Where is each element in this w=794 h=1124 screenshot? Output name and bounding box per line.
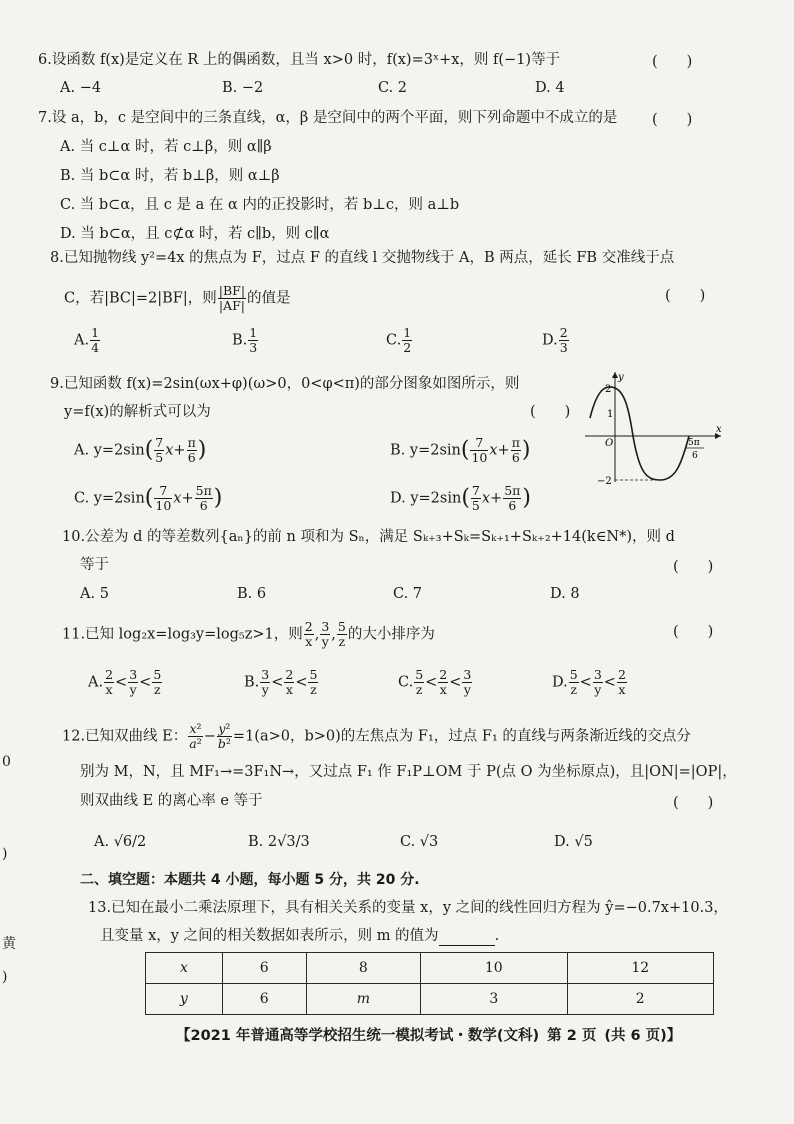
margin-mark: ) — [2, 846, 8, 862]
q10-option-d: D. 8 — [550, 586, 580, 602]
graph-tick-x-num: 5π — [688, 438, 700, 448]
graph-tick-minus2: −2 — [597, 476, 612, 485]
q11-option-b: B. $\frac{3}{y}$ < $\frac{2}{x}$ < $\frac{5}{z}$ — [244, 667, 318, 697]
table-cell: 8 — [306, 953, 420, 984]
q8-option-d: D. $\frac{2}{3}$ — [542, 325, 568, 355]
q10-option-a: A. 5 — [80, 586, 109, 602]
graph-tick-x-den: 6 — [692, 451, 698, 461]
graph-origin: O — [605, 438, 614, 449]
table-cell: 12 — [567, 953, 714, 984]
table-cell: 2 — [567, 984, 714, 1015]
table-row-x — [146, 953, 714, 984]
q9-option-b: B. y=2sin( $\frac{7}{10}$ x+ $\frac{\pi}{6}$ ) — [390, 435, 531, 465]
q11-option-d: D. $\frac{5}{z}$ < $\frac{3}{y}$ < $\frac{2}{x}$ — [552, 667, 626, 697]
q11-stem: 11.已知 log₂x=log₃y=log₅z>1，则 $\frac{2}{x}$ , $\frac{3}{y}$ , $\frac{5}{z}$ 的大小排序为 — [62, 619, 435, 649]
table-cell: 6 — [222, 984, 306, 1015]
q12-option-d: D. √5 — [554, 834, 593, 850]
q8-option-c: C. $\frac{1}{2}$ — [386, 325, 412, 355]
q13-answer-blank[interactable] — [439, 931, 495, 946]
q6-answer-paren: ( ) — [652, 54, 693, 70]
table-cell: x — [146, 953, 223, 984]
q9-option-d: D. y=2sin( $\frac{7}{5}$ x+ $\frac{5\pi}{6}$ ) — [390, 483, 531, 513]
q12-option-c: C. √3 — [400, 834, 439, 850]
graph-tick-2: 2 — [605, 384, 612, 395]
q6-stem: 6.设函数 f(x)是定义在 R 上的偶函数，且当 x>0 时，f(x)=3ˣ+x，则 f(−1)等于 — [38, 52, 561, 68]
q12-option-a: A. √6/2 — [94, 834, 147, 850]
table-cell: y — [146, 984, 223, 1015]
q13-data-table — [145, 952, 714, 1015]
q7-stem: 7.设 a，b，c 是空间中的三条直线，α，β 是空间中的两个平面，则下列命题中不成立的是 — [38, 110, 618, 126]
margin-mark: ) — [2, 969, 8, 985]
q12-answer-paren: ( ) — [673, 795, 714, 811]
q11-answer-paren: ( ) — [673, 624, 714, 640]
table-cell: m — [306, 984, 420, 1015]
q10-option-c: C. 7 — [393, 586, 423, 602]
graph-sine-curve — [590, 387, 689, 480]
q12-stem-line3: 则双曲线 E 的离心率 e 等于 — [80, 793, 263, 809]
q13-stem-line2: 且变量 x，y 之间的相关数据如表所示，则 m 的值为 . — [100, 928, 500, 944]
q12-stem-line1: 12.已知双曲线 E： $\frac{\text{x²}}{\text{a²}}$ − $\frac{\text{y²}}{\text{b²}}$ =1(a>0，b>0)的左焦点为 F₁，过点 F₁ 的直线与两条渐近线的交点分 — [62, 721, 691, 751]
q6-option-b: B. −2 — [222, 80, 264, 96]
q8-answer-paren: ( ) — [665, 288, 706, 304]
q6-option-a: A. −4 — [60, 80, 102, 96]
q7-option-b: B. 当 b⊂α 时，若 b⊥β，则 α⊥β — [60, 168, 280, 184]
q9-option-c: C. y=2sin( $\frac{7}{10}$ x+ $\frac{5\pi}{6}$ ) — [74, 483, 223, 513]
q9-option-a: A. y=2sin( $\frac{7}{5}$ x+ $\frac{\pi}{6}$ ) — [74, 435, 207, 465]
graph-x-label: x — [716, 424, 722, 435]
section-fill-in-heading: 二、填空题：本题共 4 小题，每小题 5 分，共 20 分. — [80, 872, 420, 888]
q7-option-a: A. 当 c⊥α 时，若 c⊥β，则 α∥β — [60, 139, 272, 155]
q10-option-b: B. 6 — [237, 586, 267, 602]
q9-stem-line1: 9.已知函数 f(x)=2sin(ωx+φ)(ω>0，0<φ<π)的部分图象如图所示，则 — [50, 376, 520, 392]
q8-stem-line1: 8.已知抛物线 y²=4x 的焦点为 F，过点 F 的直线 l 交抛物线于 A，B 两点，延长 FB 交准线于点 — [50, 250, 675, 266]
margin-mark: 0 — [2, 754, 11, 770]
graph-y-label: y — [618, 372, 624, 383]
q6-option-d: D. 4 — [535, 80, 565, 96]
q10-answer-paren: ( ) — [673, 559, 714, 575]
graph-tick-1: 1 — [607, 409, 614, 420]
q8-option-b: B. $\frac{1}{3}$ — [232, 325, 258, 355]
q12-option-b: B. 2√3/3 — [248, 834, 310, 850]
q11-option-a: A. $\frac{2}{x}$ < $\frac{3}{y}$ < $\frac{5}{z}$ — [88, 667, 162, 697]
q12-stem-line2: 别为 M，N，且 MF₁→=3F₁N→，又过点 F₁ 作 F₁P⊥OM 于 P(点 O 为坐标原点)，且|ON|=|OP|， — [80, 764, 737, 780]
margin-mark: 黄 — [2, 936, 16, 952]
q8-option-a: A. $\frac{1}{4}$ — [74, 325, 100, 355]
q10-stem-line2: 等于 — [80, 557, 109, 573]
page-footer: 【2021 年普通高等学校招生统一模拟考试・数学(文科) 第 2 页 (共 6 页)】 — [176, 1028, 682, 1044]
q10-stem-line1: 10.公差为 d 的等差数列{aₙ}的前 n 项和为 Sₙ，满足 Sₖ₊₃+Sₖ=Sₖ₊₁+Sₖ₊₂+14(k∈N*)，则 d — [62, 529, 675, 545]
q7-option-d: D. 当 b⊂α，且 c⊄α 时，若 c∥b，则 c∥α — [60, 226, 330, 242]
table-cell: 6 — [222, 953, 306, 984]
q7-option-c: C. 当 b⊂α，且 c 是 a 在 α 内的正投影时，若 b⊥c，则 a⊥b — [60, 197, 460, 213]
q7-answer-paren: ( ) — [652, 112, 693, 128]
q11-option-c: C. $\frac{5}{z}$ < $\frac{2}{x}$ < $\frac{3}{y}$ — [398, 667, 472, 697]
table-cell: 10 — [421, 953, 567, 984]
q9-stem-line2: y=f(x)的解析式可以为 — [64, 404, 211, 420]
q13-stem-line1: 13.已知在最小二乘法原理下，具有相关关系的变量 x，y 之间的线性回归方程为 ŷ=−0.7x+10.3， — [88, 900, 728, 916]
q8-ratio-fraction: $\frac{|BF|}{|AF|}$ — [218, 283, 246, 313]
table-cell: 3 — [421, 984, 567, 1015]
q9-sine-graph — [585, 370, 725, 485]
q6-option-c: C. 2 — [378, 80, 408, 96]
table-row-y — [146, 984, 714, 1015]
q9-answer-paren: ( ) — [530, 404, 571, 420]
q8-stem-line2: C，若|BC|=2|BF|，则 $\frac{|BF|}{|AF|}$ 的值是 — [64, 283, 291, 313]
